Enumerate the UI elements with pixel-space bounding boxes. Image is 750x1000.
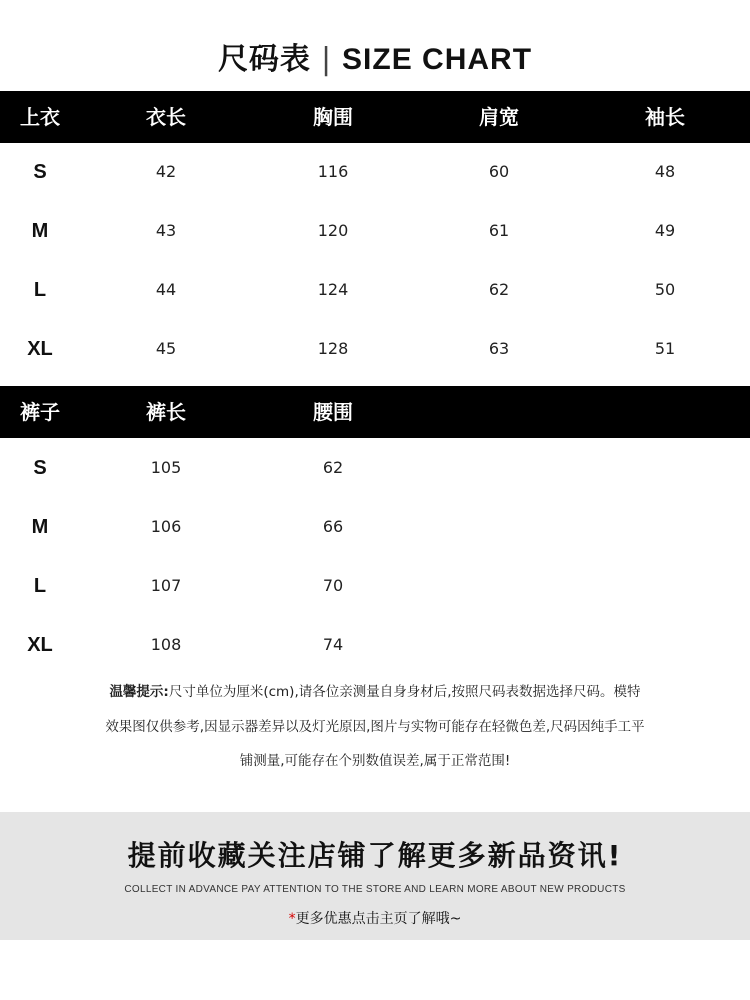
size-label: L xyxy=(33,575,47,597)
header-shoulder: 肩宽 xyxy=(479,105,519,129)
cell-value: 120 xyxy=(317,221,349,240)
cell-value: 45 xyxy=(155,339,177,358)
size-label: S xyxy=(33,161,47,183)
cell-value: 106 xyxy=(150,517,182,536)
cell-value: 60 xyxy=(488,162,510,181)
star-icon: * xyxy=(288,911,296,927)
cell-value: 51 xyxy=(654,339,676,358)
size-label: XL xyxy=(27,634,53,656)
cell-value: 49 xyxy=(654,221,676,240)
cell-value: 128 xyxy=(317,339,349,358)
cell-value: 74 xyxy=(322,635,344,654)
footer-slogan: 提前收藏关注店铺了解更多新品资讯! xyxy=(127,839,623,872)
size-label: S xyxy=(33,457,47,479)
cell-value: 43 xyxy=(155,221,177,240)
note-line-1 xyxy=(60,677,690,707)
footer-more-link[interactable] xyxy=(0,908,750,928)
cell-value: 70 xyxy=(322,576,344,595)
footer-banner xyxy=(0,812,750,940)
table-row xyxy=(0,211,750,251)
footer-english: COLLECT IN ADVANCE PAY ATTENTION TO THE STORE AND LEARN MORE ABOUT NEW PRODUCTS xyxy=(124,884,626,895)
cell-value: 44 xyxy=(155,280,177,299)
table-row xyxy=(0,507,750,547)
top-table-header xyxy=(0,91,750,143)
footer-more-text: 更多优惠点击主页了解哦~ xyxy=(295,911,462,927)
header-chest: 胸围 xyxy=(313,105,353,129)
table-row xyxy=(0,566,750,606)
cell-value: 61 xyxy=(488,221,510,240)
cell-value: 116 xyxy=(317,162,349,181)
cell-value: 107 xyxy=(150,576,182,595)
page-title xyxy=(0,34,750,78)
header-pants-length: 裤长 xyxy=(146,400,186,424)
table-row xyxy=(0,625,750,665)
note-line-2: 效果图仅供参考,因显示器差异以及灯光原因,图片与实物可能存在轻微色差,尺码因纯手工平 xyxy=(105,719,645,735)
title-en: SIZE CHART xyxy=(342,43,533,76)
table-row xyxy=(0,152,750,192)
table-row xyxy=(0,329,750,369)
header-length: 衣长 xyxy=(146,105,186,129)
cell-value: 63 xyxy=(488,339,510,358)
note-line-3: 铺测量,可能存在个别数值误差,属于正常范围! xyxy=(239,753,511,769)
cell-value: 50 xyxy=(654,280,676,299)
note-text-1: 尺寸单位为厘米(cm),请各位亲测量自身身材后,按照尺码表数据选择尺码。模特 xyxy=(168,684,641,700)
cell-value: 124 xyxy=(317,280,349,299)
table-row xyxy=(0,448,750,488)
cell-value: 62 xyxy=(322,458,344,477)
header-top: 上衣 xyxy=(20,105,60,129)
cell-value: 42 xyxy=(155,162,177,181)
size-label: M xyxy=(31,220,49,242)
header-sleeve: 袖长 xyxy=(645,105,685,129)
size-label: XL xyxy=(27,338,53,360)
header-pants: 裤子 xyxy=(20,400,60,424)
cell-value: 62 xyxy=(488,280,510,299)
size-label: L xyxy=(33,279,47,301)
title-cn: 尺码表 xyxy=(217,42,311,77)
title-separator: | xyxy=(320,42,333,77)
size-label: M xyxy=(31,516,49,538)
bottom-table-header xyxy=(0,386,750,438)
cell-value: 105 xyxy=(150,458,182,477)
cell-value: 108 xyxy=(150,635,182,654)
table-row xyxy=(0,270,750,310)
cell-value: 66 xyxy=(322,517,344,536)
header-waist: 腰围 xyxy=(313,400,353,424)
cell-value: 48 xyxy=(654,162,676,181)
note-label: 温馨提示: xyxy=(109,684,169,700)
